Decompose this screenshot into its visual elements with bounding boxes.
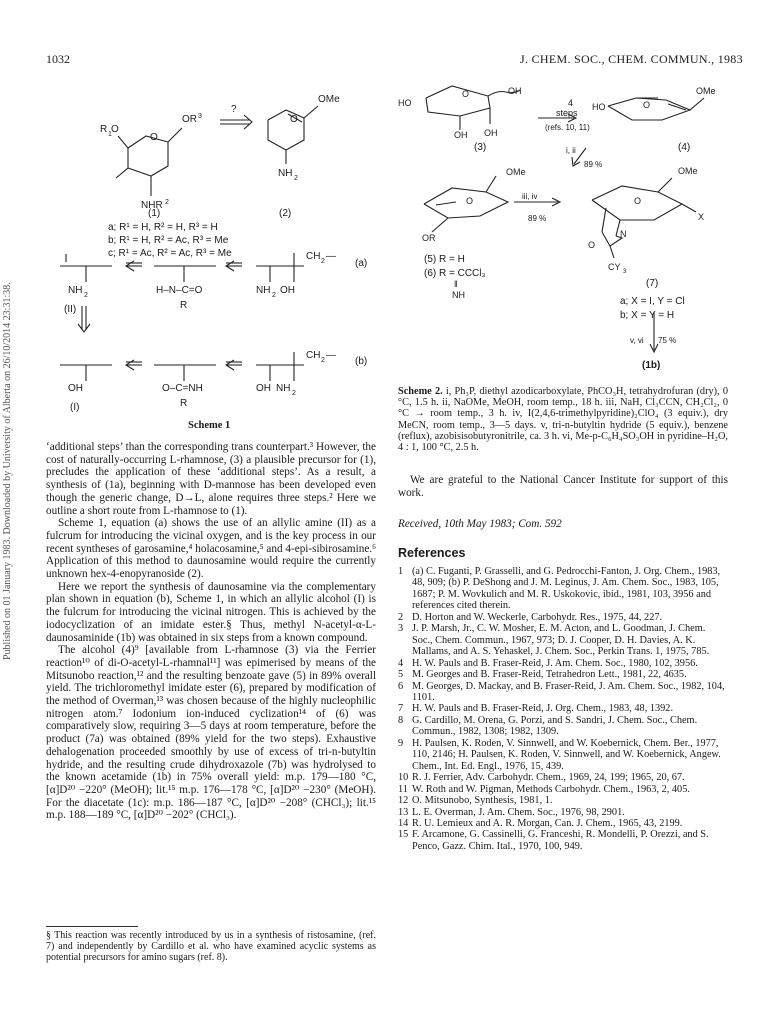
imidate-nh: NH xyxy=(452,290,465,300)
footnote-rule xyxy=(46,926,138,927)
svg-text:OR: OR xyxy=(422,233,436,243)
steps-count: 4 xyxy=(568,98,574,108)
svg-text:NH: NH xyxy=(278,168,293,179)
compound-5-label: (5) R = H xyxy=(424,254,465,265)
paragraph-alcohol: The alcohol (4)⁹ [available from L-rhamnose (3) via the Ferrier reaction¹⁰ of di-O-acetyl-L-rhamnal¹¹] was epimerised by means of the Mitsunobo reaction,¹² and the resulting benzoate gave (5) in 89% overall yield. The trichloromethyl imidate ester (6), prepared by modification of the method of Overman,¹³ was chosen because of the highly nucleophilic nitrogen atom.⁷ Iodonium ion-induced cyclization¹⁴ of (6) was comparatively slow, requiring 3—5 days at room temperature, before the product (7a) was obtained (89% yield for the two steps). Exhaustive dehalogenation proceeded smoothly by use of excess of tri-n-butyltin hydride, and the resulting crude dihydroxazole (7b) was hydrolysed to the known acetamide (1b) in 75% overall yield: m.p. 179—180 °C, [α]D²⁰ −220° (MeOH); lit.¹⁵ m.p. 176—178 °C, [α]D²⁰ −230° (MeOH). For the diacetate (1c): m.p. 186—187 °C, [α]D²⁰ −208° (CHCl₃); lit.¹⁵ m.p. 188—189 °C, [α]D²⁰ −202° (CHCl₃). xyxy=(46,644,376,822)
received-date: Received, 10th May 1983; Com. 592 xyxy=(398,518,562,530)
reference-item: 8 G. Cardillo, M. Orena, G. Porzi, and S. Sandri, J. Chem. Soc., Chem. Commun., 1982, 1308; 1982, 1309. xyxy=(398,714,698,738)
svg-text:2: 2 xyxy=(165,199,169,206)
svg-text:O: O xyxy=(462,89,470,99)
svg-text:NH: NH xyxy=(256,285,271,296)
svg-text:R: R xyxy=(180,398,188,409)
equation-a-label: (a) xyxy=(355,258,368,269)
reference-item: 10 R. J. Ferrier, Adv. Carbohydr. Chem., 1969, 24, 199; 1965, 20, 67. xyxy=(398,772,685,784)
reference-item: 2 D. Horton and W. Weckerle, Carbohydr. Res., 1975, 44, 227. xyxy=(398,611,663,623)
svg-text:OMe: OMe xyxy=(696,86,716,96)
svg-text:O: O xyxy=(588,240,596,250)
svg-text:NH: NH xyxy=(276,383,291,394)
svg-text:NH: NH xyxy=(68,285,83,296)
reference-item: 5 M. Georges and B. Fraser-Reid, Tetrahedron Lett., 1981, 22, 4635. xyxy=(398,669,687,681)
svg-text:O: O xyxy=(150,132,158,143)
svg-text:OMe: OMe xyxy=(678,166,698,176)
scheme1-substituent-b: b; R¹ = H, R² = Ac, R³ = Me xyxy=(108,235,229,246)
reference-item: 15 F. Arcamone, G. Cassinelli, G. Franceshi, R. Mondelli, P. Orezzi, and S. Penco, Gazz. Chim. Ital., 1970, 100, 949. xyxy=(398,829,709,852)
svg-text:OH: OH xyxy=(454,130,468,140)
step-iii-iv: iii, iv xyxy=(522,192,538,201)
svg-text:O: O xyxy=(290,114,298,125)
svg-text:?: ? xyxy=(231,104,237,115)
reference-item: 14 R. U. Lemieux and A. R. Morgan, Can. J. Chem., 1965, 43, 2199. xyxy=(398,817,683,829)
step-v-vi: v, vi xyxy=(630,336,644,345)
scheme1-substituent-a: a; R¹ = H, R² = H, R³ = H xyxy=(108,222,218,233)
svg-text:OH: OH xyxy=(484,128,498,138)
svg-text:X: X xyxy=(698,212,705,222)
svg-text:O–C=NH: O–C=NH xyxy=(162,383,203,394)
svg-text:2: 2 xyxy=(294,175,298,182)
reference-item: 11 W. Roth and W. Pigman, Methods Carbohydr. Chem., 1963, 2, 405. xyxy=(398,783,690,795)
reference-item: 6 M. Georges, D. Mackay, and B. Fraser-Reid, J. Am. Chem. Soc., 1982, 104, 1101. xyxy=(398,680,725,703)
paragraph-intro: ‘additional steps’ than the corresponding trans counterpart.³ However, the cost of naturally-occurring L-rhamnose, (3) a plausible precursor for (1), precludes the application of these ‘additional steps’. As a result, a synthesis of (1a), beginning with D-mannose has been developed even though the generic change, D→L, alone requires three steps.² Here we outline a short route from L-rhamnose to (1). xyxy=(46,441,376,517)
svg-text:R: R xyxy=(180,300,188,311)
svg-text:3: 3 xyxy=(198,113,202,120)
compound-7a-variant: a; X = I, Y = Cl xyxy=(620,296,685,307)
compound-7b-variant: b; X = Y = H xyxy=(620,310,675,321)
journal-header: J. CHEM. SOC., CHEM. COMMUN., 1983 xyxy=(520,52,743,66)
yield-89-second: 89 % xyxy=(528,214,547,223)
paragraph-daunosamine: Here we report the synthesis of daunosamine via the complementary plan shown in equation (b), Scheme 1, in which an allylic alcohol (I) is the fulcrum for introducing the vicinal nitrogen. This is achieved by the iodocyclization of an imidate ester.§ Thus, methyl N-acetyl-α-L-daunosaminide (1b) was obtained in six steps from a known compound. xyxy=(46,580,376,644)
scheme1-caption: Scheme 1 xyxy=(188,420,231,431)
svg-text:2: 2 xyxy=(84,292,88,299)
references-list xyxy=(398,566,728,852)
scheme2-caption-label: Scheme 2. xyxy=(398,386,443,397)
steps-word: steps xyxy=(556,108,578,118)
svg-text:2: 2 xyxy=(321,357,325,364)
svg-text:3: 3 xyxy=(623,269,627,275)
svg-text:2: 2 xyxy=(292,390,296,397)
compound-6-label: (6) R = CCCl₃ xyxy=(424,268,486,279)
compound-4-label: (4) xyxy=(678,142,691,153)
scheme1-substituent-c: c; R¹ = Ac, R² = Ac, R³ = Me xyxy=(108,248,232,259)
download-note xyxy=(2,140,14,660)
compound-3-label: (3) xyxy=(474,142,487,153)
svg-text:CY: CY xyxy=(608,262,621,272)
svg-text:R: R xyxy=(100,124,108,135)
imidate-double-bond: ‖ xyxy=(454,279,458,289)
svg-text:OH: OH xyxy=(68,383,83,394)
acknowledgement: We are grateful to the National Cancer Institute for support of this work. xyxy=(398,474,728,499)
yield-75: 75 % xyxy=(658,336,677,345)
reference-item: 7 H. W. Pauls and B. Fraser-Reid, J. Org. Chem., 1983, 48, 1392. xyxy=(398,703,674,715)
reference-item: 12 O. Mitsunobo, Synthesis, 1981, 1. xyxy=(398,795,553,807)
allylic-amine-label: (II) xyxy=(64,304,77,315)
svg-text:2: 2 xyxy=(321,258,325,265)
reference-item: 3 J. P. Marsh, Jr., C. W. Mosher, E. M. Acton, and L. Goodman, J. Chem. Soc., Chem. Commun., 1967, 973; D. J. Cooper, D. H. Davies, A. K. Mallams, and A. S. Yehaskel, J. Chem. Soc., Perkin Trans. 1, 1975, 785. xyxy=(398,623,710,658)
svg-text:CH: CH xyxy=(306,251,321,262)
scheme1-compound1-label: (1) xyxy=(148,208,161,219)
svg-text:HO: HO xyxy=(398,98,412,108)
scheme2-caption xyxy=(398,386,728,453)
reference-item: 13 L. E. Overman, J. Am. Chem. Soc., 1976, 98, 2901. xyxy=(398,806,625,818)
left-column-body xyxy=(46,441,376,822)
reference-item: 4 H. W. Pauls and B. Fraser-Reid, J. Am. Chem. Soc., 1980, 102, 3956. xyxy=(398,657,698,669)
svg-text:—: — xyxy=(326,350,336,361)
download-note-text: Published on 01 January 1983. Downloaded by University of Alberta on 26/10/2014 23:31:38. xyxy=(2,282,13,660)
svg-text:O: O xyxy=(634,196,642,206)
paragraph-scheme1: Scheme 1, equation (a) shows the use of an allylic amine (II) as a fulcrum for introducing the vicinal oxygen, and is the key process in our recent syntheses of garosamine,⁴ holacosamine,⁵ and 4-epi-sibirosamine.⁶ Application of this method to daunosamine would require the currently unknown hex-4-enopyranoside (2). xyxy=(46,517,376,581)
svg-text:CH: CH xyxy=(306,350,321,361)
compound-7-label: (7) xyxy=(646,278,659,289)
svg-text:N: N xyxy=(620,229,627,239)
scheme2-caption-text: i, Ph₃P, diethyl azodicarboxylate, PhCO₃H, tetrahydrofuran (dry), 0 °C, 1.5 h. ii, NaOMe, MeOH, room temp., 18 h. iii, NaH, Cl₃CCN, CH₂Cl₂, 0 °C → room temp., 3 h. iv, I(2,4,6-trimethylpyridine)₂ClO₄ (3 equiv.), dry MeCN, room temp., 3—5 days. v, tri-n-butyltin hydride (5 equiv.), benzene (reflux), azobisisobutyronitrile, ca. 3 h. vi, Me-p-C₆H₄SO₃OH in pyridine–H₂O, 4 : 1, 100 °C, 2.5 h. xyxy=(398,386,729,454)
svg-text:O: O xyxy=(466,196,474,206)
svg-text:OH: OH xyxy=(280,285,295,296)
references-heading: References xyxy=(398,546,466,560)
yield-89-first: 89 % xyxy=(584,160,603,169)
allylic-alcohol-label: (I) xyxy=(70,402,80,413)
svg-text:HO: HO xyxy=(592,102,606,112)
svg-text:OH: OH xyxy=(508,86,522,96)
svg-text:—: — xyxy=(326,251,336,262)
svg-text:2: 2 xyxy=(272,292,276,299)
steps-refs: (refs. 10, 11) xyxy=(545,123,590,132)
compound-1b-label: (1b) xyxy=(642,360,661,371)
scheme1-compound2-label: (2) xyxy=(279,208,292,219)
reference-item: 9 H. Paulsen, K. Roden, V. Sinnwell, and W. Koebernick, Chem. Ber., 1977, 110, 2146; H. Paulsen, K. Roden, V. Sinnwell, and W. Koebernick, Angew. Chem., Int. Ed. Engl., 1976, 15, 439. xyxy=(398,737,721,772)
footnote: § This reaction was recently introduced by us in a synthesis of ristosamine, (ref. 7) and independently by Cardillo et al. who have examined acyclic systems as potential precursors for amino sugars (ref. 8). xyxy=(46,930,376,963)
svg-text:OH: OH xyxy=(256,383,271,394)
svg-text:O: O xyxy=(643,100,651,110)
svg-text:NHR: NHR xyxy=(141,200,163,211)
step-i-ii: i, ii xyxy=(566,146,576,155)
svg-text:OMe: OMe xyxy=(318,94,340,105)
svg-text:1: 1 xyxy=(108,131,112,138)
svg-text:O: O xyxy=(111,124,119,135)
reference-item: 1 (a) C. Fuganti, P. Grasselli, and G. Pedrocchi-Fanton, J. Org. Chem., 1983, 48, 909; (b) P. DeShong and J. M. Leginus, J. Am. Chem. Soc., 1983, 105, 1687; P. M. Wovkulich and M. R. Uskokovic, ibid., 1981, 103, 3956 and references cited therein. xyxy=(398,566,721,612)
svg-text:H–N–C=O: H–N–C=O xyxy=(156,285,203,296)
svg-text:OR: OR xyxy=(182,114,197,125)
equation-b-label: (b) xyxy=(355,356,368,367)
svg-text:OMe: OMe xyxy=(506,167,526,177)
page-number: 1032 xyxy=(46,52,70,66)
